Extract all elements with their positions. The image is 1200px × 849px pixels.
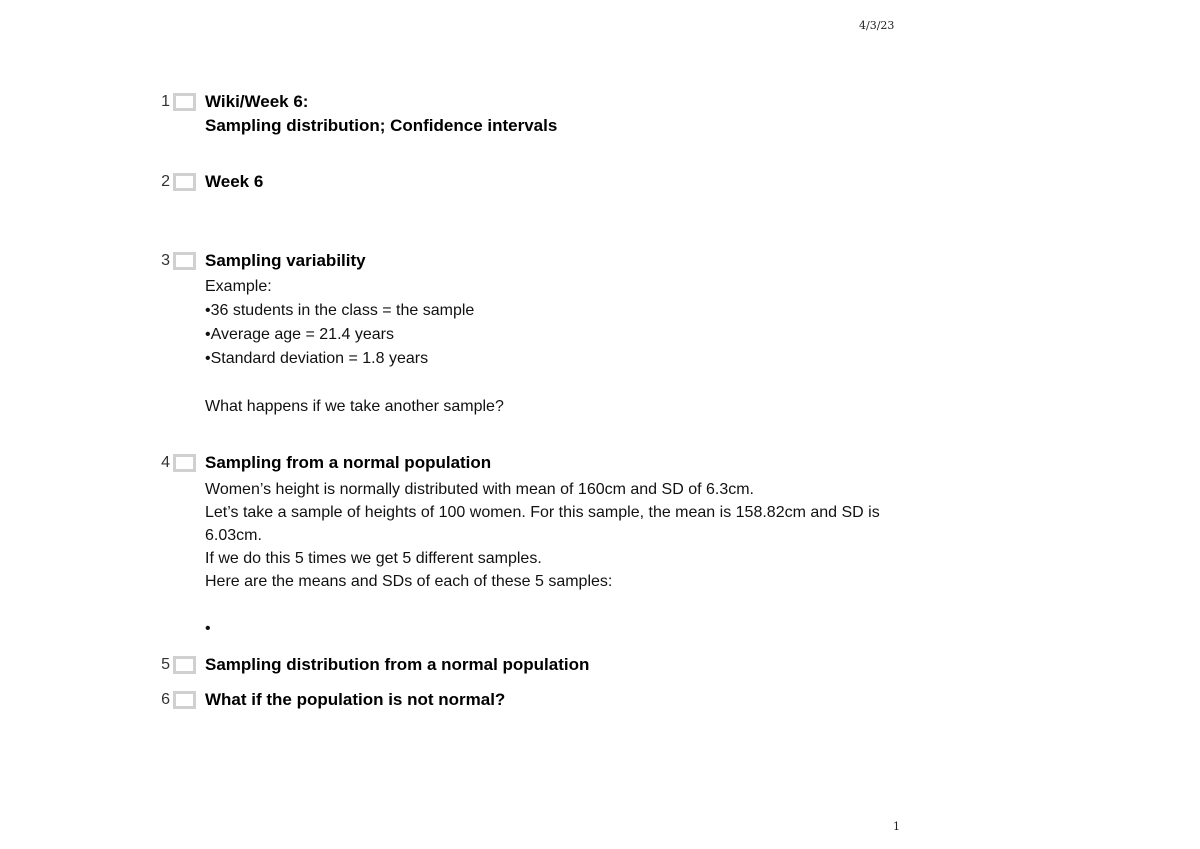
bullet-line: •	[205, 620, 211, 637]
blank-line	[205, 371, 1025, 395]
slide-number: 4	[161, 454, 170, 471]
slide-title: Sampling variability	[205, 251, 366, 270]
slide-text-line: Here are the means and SDs of each of these 5 samples:	[205, 573, 613, 590]
slide-content	[205, 453, 1025, 640]
slide-title: Sampling distribution from a normal population	[205, 655, 590, 674]
slide-text-line: Let’s take a sample of heights of 100 women. For this sample, the mean is 158.82cm and SD is	[205, 504, 880, 521]
slide-number: 6	[161, 691, 170, 708]
slide-text-line: If we do this 5 times we get 5 different samples.	[205, 550, 542, 567]
slide-thumbnail[interactable]	[173, 656, 196, 674]
slide-content	[205, 172, 1025, 192]
slide-number: 3	[161, 252, 170, 269]
slide-text-line: Example:	[205, 278, 272, 295]
bullet-line: •Average age = 21.4 years	[205, 326, 394, 343]
slide-title: Week 6	[205, 172, 264, 191]
slide-text-line: What happens if we take another sample?	[205, 398, 504, 415]
slide-thumbnail[interactable]	[173, 252, 196, 270]
blank-line	[205, 593, 1025, 617]
slide-title-line: Wiki/Week 6:	[205, 92, 309, 111]
bullet-line: •36 students in the class = the sample	[205, 302, 475, 319]
slide-number: 5	[161, 656, 170, 673]
slide-thumbnail[interactable]	[173, 173, 196, 191]
slide-content	[205, 92, 1025, 136]
slide-number: 1	[161, 93, 170, 110]
slide-thumbnail[interactable]	[173, 454, 196, 472]
page-date: 4/3/23	[859, 19, 895, 32]
slide-title-line: Sampling distribution; Confidence intervals	[205, 116, 558, 135]
slide-content	[205, 251, 1025, 419]
slide-content	[205, 690, 1025, 710]
slide-thumbnail[interactable]	[173, 691, 196, 709]
slide-text-line: 6.03cm.	[205, 527, 262, 544]
slide-content	[205, 655, 1025, 675]
slide-text-line: Women’s height is normally distributed with mean of 160cm and SD of 6.3cm.	[205, 481, 754, 498]
slide-thumbnail[interactable]	[173, 93, 196, 111]
page-number: 1	[893, 820, 900, 833]
slide-number: 2	[161, 173, 170, 190]
bullet-line: •Standard deviation = 1.8 years	[205, 350, 429, 367]
slide-title: What if the population is not normal?	[205, 690, 506, 709]
slide-title: Sampling from a normal population	[205, 453, 492, 472]
